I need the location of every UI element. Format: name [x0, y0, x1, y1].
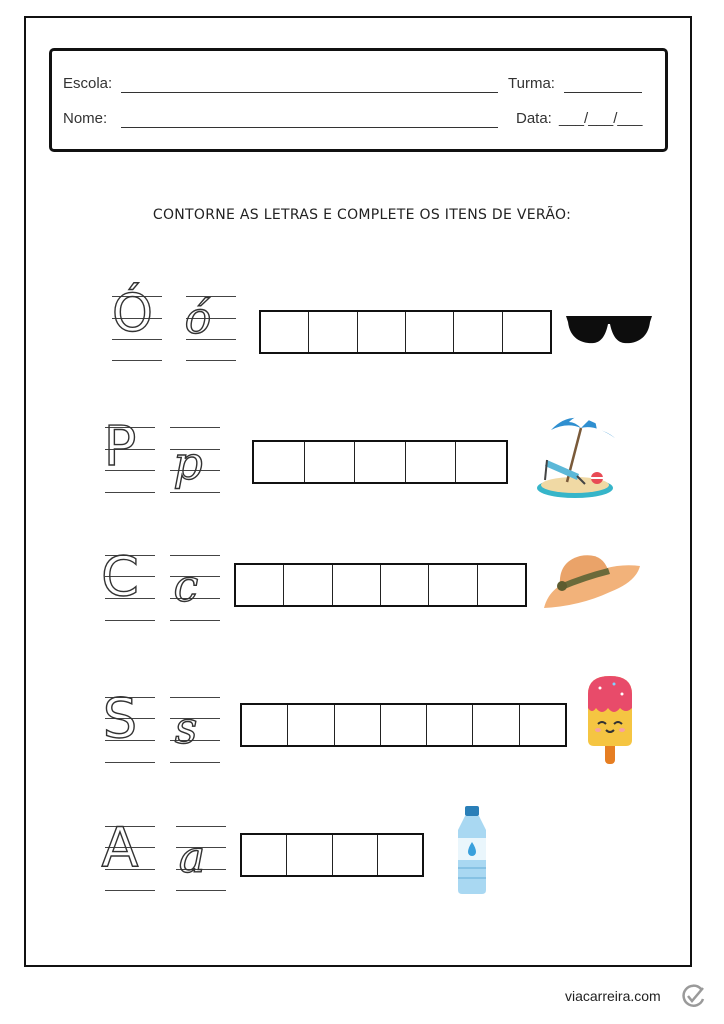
- letter-box[interactable]: [358, 312, 406, 352]
- name-label: Nome:: [63, 110, 108, 127]
- traceable-uppercase-letter[interactable]: S: [102, 687, 138, 750]
- traceable-uppercase-letter[interactable]: P: [103, 415, 137, 478]
- water-bottle-icon: [454, 804, 490, 896]
- date-field[interactable]: ___/___/___: [559, 110, 643, 127]
- letter-box[interactable]: [427, 705, 473, 745]
- guide-line: [186, 360, 236, 361]
- traceable-lowercase-letter[interactable]: c: [173, 561, 199, 612]
- answer-boxes[interactable]: [252, 440, 508, 484]
- viacarreira-check-logo-icon: [680, 983, 706, 1009]
- guide-line: [105, 762, 155, 763]
- letter-box[interactable]: [254, 442, 305, 482]
- sun-hat-icon: [540, 548, 644, 614]
- letter-box[interactable]: [454, 312, 502, 352]
- date-label: Data:: [516, 110, 552, 127]
- letter-box[interactable]: [473, 705, 519, 745]
- traceable-uppercase-letter[interactable]: Ó: [112, 284, 153, 344]
- traceable-uppercase-letter[interactable]: C: [101, 545, 139, 608]
- guide-line: [105, 492, 155, 493]
- guide-line: [170, 697, 220, 698]
- school-label: Escola:: [63, 75, 113, 92]
- answer-boxes[interactable]: [240, 703, 567, 747]
- sunglasses-icon: [564, 310, 654, 350]
- class-label: Turma:: [508, 75, 555, 92]
- school-field[interactable]: [121, 92, 498, 93]
- traceable-lowercase-letter[interactable]: ó: [184, 293, 212, 344]
- letter-box[interactable]: [284, 565, 332, 605]
- footer-brand[interactable]: viacarreira.com: [565, 988, 661, 1004]
- letter-box[interactable]: [309, 312, 357, 352]
- letter-box[interactable]: [288, 705, 334, 745]
- popsicle-icon: [584, 674, 636, 766]
- letter-box[interactable]: [406, 442, 457, 482]
- beach-chair-umbrella-icon: [533, 408, 621, 502]
- guide-line: [105, 890, 155, 891]
- letter-box[interactable]: [242, 705, 288, 745]
- letter-box[interactable]: [406, 312, 454, 352]
- answer-boxes[interactable]: [240, 833, 424, 877]
- guide-line: [176, 826, 226, 827]
- letter-box[interactable]: [355, 442, 406, 482]
- letter-box[interactable]: [305, 442, 356, 482]
- guide-line: [176, 890, 226, 891]
- traceable-lowercase-letter[interactable]: a: [178, 832, 206, 883]
- guide-line: [170, 427, 220, 428]
- letter-box[interactable]: [456, 442, 506, 482]
- class-field[interactable]: [564, 92, 642, 93]
- guide-line: [170, 762, 220, 763]
- answer-boxes[interactable]: [234, 563, 527, 607]
- letter-box[interactable]: [478, 565, 525, 605]
- letter-box[interactable]: [261, 312, 309, 352]
- answer-boxes[interactable]: [259, 310, 552, 354]
- name-field[interactable]: [121, 127, 498, 128]
- letter-box[interactable]: [335, 705, 381, 745]
- letter-box[interactable]: [236, 565, 284, 605]
- letter-box[interactable]: [503, 312, 550, 352]
- traceable-lowercase-letter[interactable]: p: [173, 436, 203, 490]
- guide-line: [170, 492, 220, 493]
- header-box: [49, 48, 668, 152]
- letter-box[interactable]: [287, 835, 332, 875]
- traceable-lowercase-letter[interactable]: s: [174, 703, 198, 754]
- letter-box[interactable]: [242, 835, 287, 875]
- traceable-uppercase-letter[interactable]: A: [101, 816, 139, 879]
- guide-line: [105, 620, 155, 621]
- instruction-title: CONTORNE AS LETRAS E COMPLETE OS ITENS DE VERÃO:: [152, 207, 572, 223]
- letter-box[interactable]: [520, 705, 565, 745]
- letter-box[interactable]: [381, 705, 427, 745]
- letter-box[interactable]: [333, 565, 381, 605]
- letter-box[interactable]: [333, 835, 378, 875]
- letter-box[interactable]: [429, 565, 477, 605]
- letter-box[interactable]: [381, 565, 429, 605]
- guide-line: [112, 360, 162, 361]
- guide-line: [170, 620, 220, 621]
- guide-line: [170, 555, 220, 556]
- letter-box[interactable]: [378, 835, 422, 875]
